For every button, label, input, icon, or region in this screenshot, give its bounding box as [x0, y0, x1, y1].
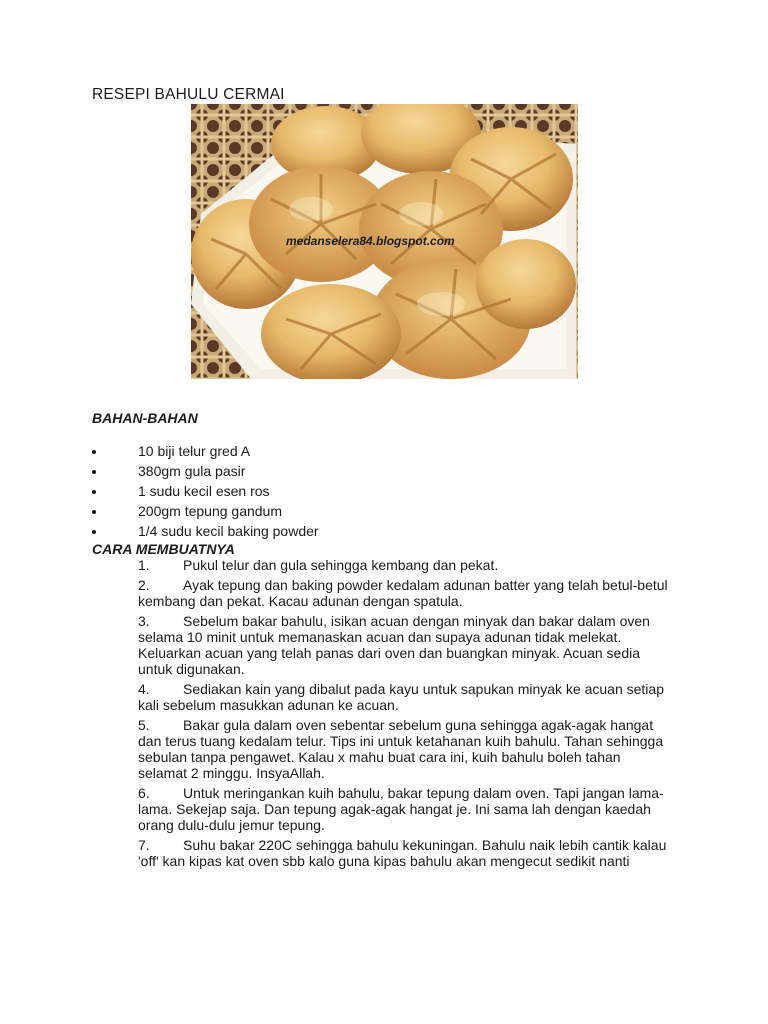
- ingredient-text: 1/4 sudu kecil baking powder: [138, 523, 319, 539]
- step-text: Bakar gula dalam oven sebentar sebelum guna sehingga agak-agak hangat dan terus tuang kedalam telur. Tips ini untuk ketahanan kuih bahulu. Tahan sehingga sebulan tanpa pengawet. Kalau x mahu buat cara ini, kuih bahulu boleh tahan selamat 2 minggu. InsyaAllah.: [138, 717, 664, 781]
- step-number: 7.: [138, 837, 150, 853]
- ingredient-text: 200gm tepung gandum: [138, 503, 282, 519]
- step-text: Sediakan kain yang dibalut pada kayu untuk sapukan minyak ke acuan setiap kali sebelum masukkan adunan ke acuan.: [138, 681, 664, 713]
- list-item: [92, 482, 319, 502]
- step-number: 2.: [138, 577, 150, 593]
- list-item: [92, 502, 319, 522]
- list-item: [92, 522, 319, 542]
- method-heading: CARA MEMBUATNYA: [92, 541, 235, 557]
- ingredients-heading: BAHAN-BAHAN: [92, 410, 198, 426]
- ingredients-list: [92, 442, 319, 542]
- step-text: Suhu bakar 220C sehingga bahulu kekuningan. Bahulu naik lebih cantik kalau 'off' kan kipas kat oven sbb kalo guna kipas bahulu akan mengecut sedikit nanti: [138, 837, 667, 869]
- list-item: [92, 462, 319, 482]
- step-item: [138, 681, 668, 713]
- step-number: 4.: [138, 681, 150, 697]
- step-number: 3.: [138, 613, 150, 629]
- step-item: [138, 785, 668, 833]
- bullet-icon: [92, 490, 96, 494]
- bahulu-photo: [191, 104, 578, 379]
- photo-watermark: medanselera84.blogspot.com: [286, 234, 455, 248]
- step-number: 5.: [138, 717, 150, 733]
- step-text: Ayak tepung dan baking powder kedalam adunan batter yang telah betul-betul kembang dan pekat. Kacau adunan dengan spatula.: [138, 577, 668, 609]
- bullet-icon: [92, 530, 96, 534]
- list-item: [92, 442, 319, 462]
- step-text: Untuk meringankan kuih bahulu, bakar tepung dalam oven. Tapi jangan lama-lama. Sekejap saja. Dan tepung agak-agak hangat je. Ini sama lah dengan kaedah orang dulu-dulu jemur tepung.: [138, 785, 664, 833]
- bullet-icon: [92, 450, 96, 454]
- document-title: RESEPI BAHULU CERMAI: [92, 86, 285, 103]
- step-item: [138, 557, 668, 573]
- ingredient-text: 380gm gula pasir: [138, 463, 246, 479]
- step-item: [138, 717, 668, 781]
- method-steps: [138, 557, 668, 873]
- bullet-icon: [92, 470, 96, 474]
- step-number: 6.: [138, 785, 150, 801]
- step-number: 1.: [138, 557, 150, 573]
- step-item: [138, 577, 668, 609]
- step-text: Sebelum bakar bahulu, isikan acuan dengan minyak dan bakar dalam oven selama 10 minit untuk memanaskan acuan dan supaya adunan tidak melekat. Keluarkan acuan yang telah panas dari oven dan buangkan minyak. Acuan sedia untuk digunakan.: [138, 613, 650, 677]
- step-item: [138, 837, 668, 869]
- bullet-icon: [92, 510, 96, 514]
- step-item: [138, 613, 668, 677]
- step-text: Pukul telur dan gula sehingga kembang dan pekat.: [183, 557, 499, 573]
- ingredient-text: 1 sudu kecil esen ros: [138, 483, 270, 499]
- ingredient-text: 10 biji telur gred A: [138, 443, 251, 459]
